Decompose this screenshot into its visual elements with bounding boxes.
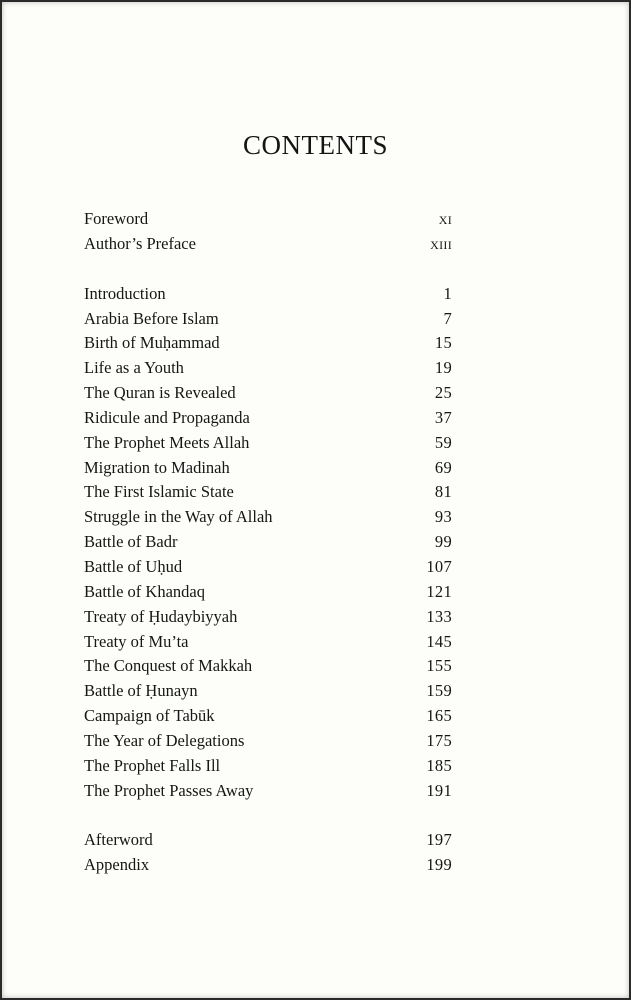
toc-entry-title: Ridicule and Propaganda bbox=[84, 407, 250, 427]
toc-entry-title: Treaty of Ḥudaybiyyah bbox=[84, 606, 238, 626]
toc-entry bbox=[84, 555, 452, 580]
back-matter-list bbox=[84, 828, 452, 878]
book-page bbox=[2, 2, 629, 998]
toc-entry bbox=[84, 679, 452, 704]
toc-entry bbox=[84, 580, 452, 605]
toc-entry bbox=[84, 729, 452, 754]
toc-entry-page-number: 121 bbox=[426, 581, 452, 601]
toc-entry-title: The Quran is Revealed bbox=[84, 383, 236, 403]
toc-entry-page-number: 107 bbox=[426, 556, 452, 576]
toc-entry-page-number: 19 bbox=[434, 358, 452, 378]
toc-entry-page-number: 197 bbox=[426, 830, 452, 850]
toc-entry-page-number: 145 bbox=[426, 631, 452, 651]
toc-entry-page-number: 37 bbox=[434, 407, 452, 427]
toc-entry-page-number: 81 bbox=[434, 482, 452, 502]
toc-entry bbox=[84, 480, 452, 505]
toc-entry bbox=[84, 853, 452, 878]
toc-entry bbox=[84, 779, 452, 804]
toc-entry-page-number: xi bbox=[438, 209, 452, 228]
toc-entry-title: The Prophet Meets Allah bbox=[84, 432, 250, 452]
toc-entry-page-number: 175 bbox=[426, 730, 452, 750]
toc-entry bbox=[84, 431, 452, 456]
chapters-list bbox=[84, 282, 452, 804]
toc-entry-title: Afterword bbox=[84, 830, 153, 850]
toc-entry bbox=[84, 654, 452, 679]
toc-entry-title: The Prophet Passes Away bbox=[84, 780, 254, 800]
toc-entry bbox=[84, 704, 452, 729]
toc-entry bbox=[84, 630, 452, 655]
toc-entry-page-number: 93 bbox=[434, 507, 452, 527]
toc-entry-title: Author’s Preface bbox=[84, 233, 196, 253]
toc-entry-title: Campaign of Tabūk bbox=[84, 706, 215, 726]
toc-entry-title: Battle of Ḥunayn bbox=[84, 681, 198, 701]
toc-entry-page-number: 133 bbox=[426, 606, 452, 626]
toc-entry-title: The Conquest of Makkah bbox=[84, 656, 253, 676]
toc-entry-title: Foreword bbox=[84, 209, 149, 228]
toc-entry bbox=[84, 530, 452, 555]
page-title: CONTENTS bbox=[243, 130, 388, 160]
toc-entry-title: Battle of Uḥud bbox=[84, 556, 183, 576]
toc-entry-title: Battle of Khandaq bbox=[84, 581, 205, 601]
front-matter-list bbox=[84, 207, 452, 257]
toc-entry-page-number: 185 bbox=[426, 755, 452, 775]
toc-entry bbox=[84, 605, 452, 630]
toc-entry-title: Migration to Madinah bbox=[84, 457, 230, 477]
toc-entry-title: Treaty of Mu’ta bbox=[84, 631, 189, 651]
toc-entry-page-number: 155 bbox=[426, 656, 452, 676]
toc-entry bbox=[84, 505, 452, 530]
toc-entry-title: Birth of Muḥammad bbox=[84, 333, 220, 353]
toc-entry-page-number: 191 bbox=[426, 780, 452, 800]
toc-entry-page-number: 159 bbox=[426, 681, 452, 701]
toc-entry bbox=[84, 828, 452, 853]
toc-entry-title: Arabia Before Islam bbox=[84, 308, 219, 328]
toc-entry-title: Struggle in the Way of Allah bbox=[84, 507, 273, 527]
toc-entry bbox=[84, 232, 452, 257]
toc-entry-title: The Year of Delegations bbox=[84, 730, 245, 750]
toc-entry-title: Life as a Youth bbox=[84, 358, 184, 378]
toc-entry-title: Battle of Badr bbox=[84, 532, 178, 552]
toc-entry-title: Introduction bbox=[84, 283, 166, 303]
toc-entry-page-number: xiii bbox=[430, 233, 452, 253]
toc-entry-title: The Prophet Falls Ill bbox=[84, 755, 221, 775]
toc-entry bbox=[84, 282, 452, 307]
toc-entry-page-number: 69 bbox=[434, 457, 452, 477]
toc-entry-page-number: 25 bbox=[434, 383, 452, 403]
toc-entry bbox=[84, 754, 452, 779]
toc-entry bbox=[84, 207, 452, 232]
toc-entry-page-number: 59 bbox=[434, 432, 452, 452]
table-of-contents bbox=[84, 207, 452, 903]
toc-entry-page-number: 199 bbox=[426, 855, 452, 875]
toc-entry bbox=[84, 381, 452, 406]
toc-entry bbox=[84, 406, 452, 431]
toc-entry bbox=[84, 307, 452, 332]
toc-entry-page-number: 165 bbox=[426, 706, 452, 726]
toc-entry bbox=[84, 456, 452, 481]
toc-entry bbox=[84, 331, 452, 356]
toc-entry-page-number: 1 bbox=[443, 283, 452, 303]
toc-entry-title: The First Islamic State bbox=[84, 482, 234, 502]
toc-entry-title: Appendix bbox=[84, 855, 150, 875]
toc-entry-page-number: 15 bbox=[434, 333, 452, 353]
toc-entry-page-number: 99 bbox=[434, 532, 452, 552]
toc-entry bbox=[84, 356, 452, 381]
toc-entry-page-number: 7 bbox=[443, 308, 452, 328]
